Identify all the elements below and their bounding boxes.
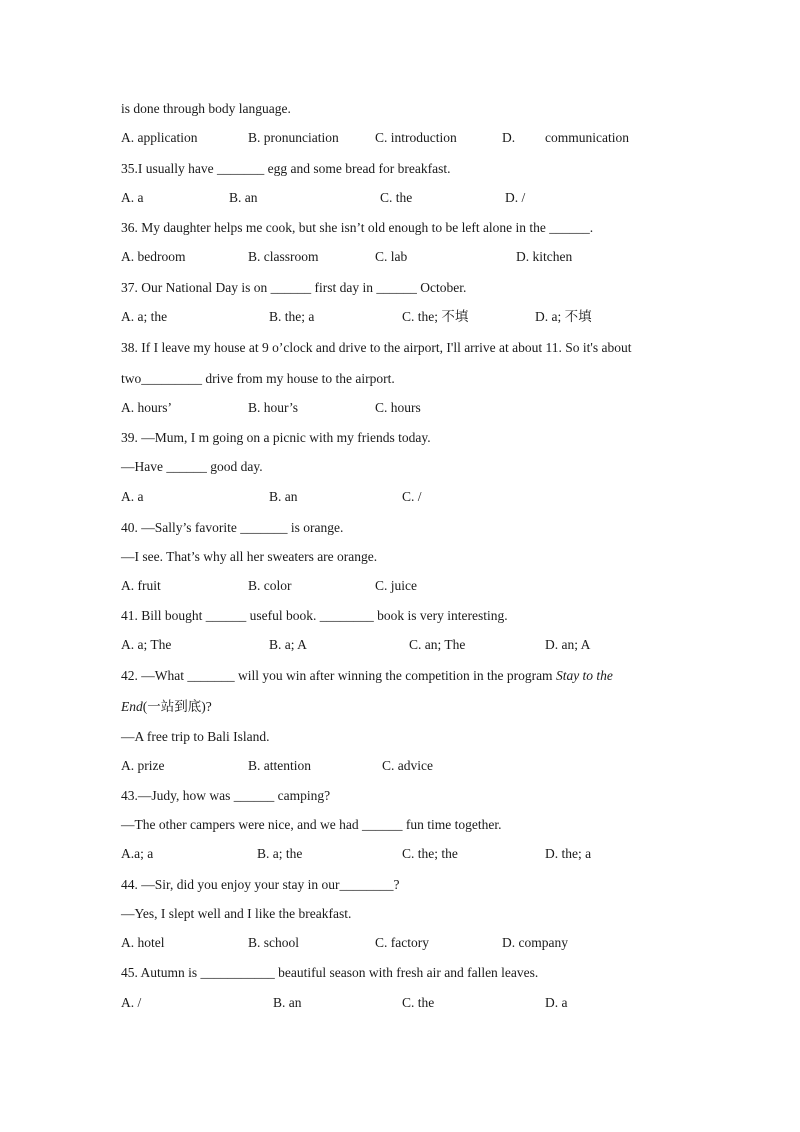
q45-option-b: B. an <box>273 995 302 1010</box>
q42-option-b: B. attention <box>248 758 311 773</box>
q37-option-a: A. a; the <box>121 309 168 324</box>
question-36: 36. My daughter helps me cook, but she isn’t old enough to be left alone in the ______. <box>121 220 594 235</box>
q44-option-c: C. factory <box>375 935 429 950</box>
q41-option-c: C. an; The <box>409 637 466 652</box>
q34-option-d-text: communication <box>545 130 629 145</box>
question-43: 43.—Judy, how was ______ camping? <box>121 788 331 803</box>
q40-option-a: A. fruit <box>121 578 161 593</box>
q36-option-a: A. bedroom <box>121 249 186 264</box>
q42-blank: _______ <box>187 668 235 683</box>
q39-option-a: A. a <box>121 489 144 504</box>
q34-option-a: A. application <box>121 130 198 145</box>
question-37: 37. Our National Day is on ______ first day in ______ October. <box>121 280 467 295</box>
q39-option-c: C. / <box>402 489 422 504</box>
question-35: 35.I usually have _______ egg and some bread for breakfast. <box>121 161 451 176</box>
q42-option-a: A. prize <box>121 758 165 773</box>
q42-program-title: Stay to the <box>555 668 613 683</box>
question-43-reply: —The other campers were nice, and we had ______ fun time together. <box>121 817 502 832</box>
q42-text-start: 42. —What <box>121 668 188 683</box>
q43-option-d: D. the; a <box>545 846 592 861</box>
q42-program-title-end: End <box>121 699 143 714</box>
question-40-reply: —I see. That’s why all her sweaters are orange. <box>121 549 378 564</box>
q42-text-middle: will you win after winning the competition in the program <box>234 668 556 683</box>
q41-option-a: A. a; The <box>121 637 172 652</box>
question-39-reply: —Have ______ good day. <box>121 459 263 474</box>
q34-option-c: C. introduction <box>375 130 457 145</box>
q35-option-a: A. a <box>121 190 144 205</box>
question-42-reply: —A free trip to Bali Island. <box>121 729 270 744</box>
q37-option-c: C. the; 不填 <box>402 309 469 324</box>
q41-option-d: D. an; A <box>545 637 591 652</box>
q40-option-b: B. color <box>248 578 292 593</box>
q40-option-c: C. juice <box>375 578 417 593</box>
question-44: 44. —Sir, did you enjoy your stay in our________? <box>121 877 400 892</box>
q38-option-b: B. hour’s <box>248 400 299 415</box>
q43-option-c: C. the; the <box>402 846 458 861</box>
question-39: 39. —Mum, I m going on a picnic with my friends today. <box>121 430 431 445</box>
q36-option-b: B. classroom <box>248 249 319 264</box>
q42-program-chinese: (一站到底)? <box>142 699 212 714</box>
q36-option-c: C. lab <box>375 249 408 264</box>
q41-option-b: B. a; A <box>269 637 307 652</box>
q35-option-b: B. an <box>229 190 258 205</box>
q35-option-d: D. / <box>505 190 526 205</box>
q42-option-c: C. advice <box>382 758 433 773</box>
q45-option-c: C. the <box>402 995 435 1010</box>
question-42-line1 <box>121 668 613 684</box>
question-42-line2 <box>121 699 212 715</box>
q38-option-c: C. hours <box>375 400 421 415</box>
question-41: 41. Bill bought ______ useful book. ________ book is very interesting. <box>121 608 508 623</box>
q44-option-b: B. school <box>248 935 300 950</box>
q44-option-d: D. company <box>502 935 568 950</box>
q36-option-d: D. kitchen <box>516 249 573 264</box>
question-38-line1: 38. If I leave my house at 9 o’clock and drive to the airport, I'll arrive at about 11. So it's about <box>121 340 632 355</box>
question-38-line2: two_________ drive from my house to the airport. <box>121 371 395 386</box>
q43-option-a: A.a; a <box>121 846 154 861</box>
q45-option-d: D. a <box>545 995 568 1010</box>
q34-option-b: B. pronunciation <box>248 130 339 145</box>
q39-option-b: B. an <box>269 489 298 504</box>
question-44-reply: —Yes, I slept well and I like the breakfast. <box>121 906 352 921</box>
q34-option-d-letter: D. <box>502 130 516 145</box>
q35-option-c: C. the <box>380 190 413 205</box>
q43-option-b: B. a; the <box>257 846 303 861</box>
question-34-tail: is done through body language. <box>121 101 291 116</box>
question-40: 40. —Sally’s favorite _______ is orange. <box>121 520 344 535</box>
q37-option-d: D. a; 不填 <box>535 309 592 324</box>
q38-option-a: A. hours’ <box>121 400 172 415</box>
q45-option-a: A. / <box>121 995 142 1010</box>
question-45: 45. Autumn is ___________ beautiful season with fresh air and fallen leaves. <box>121 965 539 980</box>
q37-option-b: B. the; a <box>269 309 315 324</box>
q44-option-a: A. hotel <box>121 935 165 950</box>
